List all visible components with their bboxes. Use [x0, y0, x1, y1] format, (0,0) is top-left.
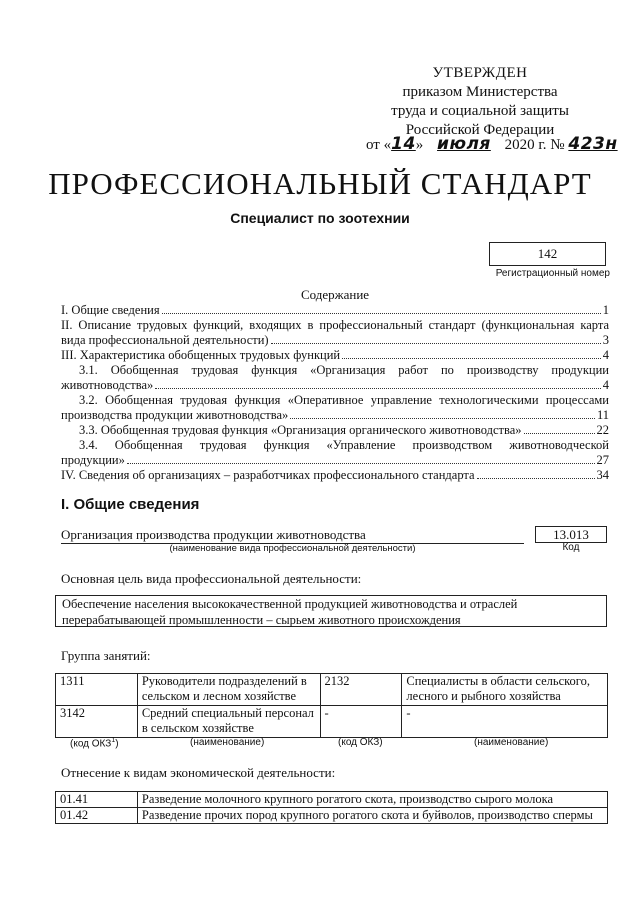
toc-item[interactable]: 3.3. Обобщенная трудовая функция «Организация органического животноводства» 22: [79, 423, 609, 437]
okz-name-cell: -: [402, 706, 608, 738]
approval-line-3: труда и социальной защиты: [391, 103, 569, 119]
activity-code-caption: Код: [562, 542, 580, 553]
toc-item[interactable]: 3.1. Обобщенная трудовая функция «Организация работ по производству продукции животноводства» 4: [61, 363, 609, 392]
goal-box: [55, 595, 607, 627]
approval-order-line: [366, 134, 618, 154]
handwritten-month: июля: [437, 134, 491, 154]
section-1-heading: I. Общие сведения: [61, 496, 200, 513]
activity-code-box: 13.013: [535, 526, 607, 543]
toc-item[interactable]: 3.4. Обобщенная трудовая функция «Управление производством животноводческой продукции» 27: [61, 438, 609, 467]
table-of-contents: [61, 303, 609, 483]
okz-name-cell: Специалисты в области сельского, лесного и рыбного хозяйства: [402, 674, 608, 706]
table-row: [56, 706, 608, 738]
date-mid: »: [415, 137, 428, 153]
approval-line-4: Российской Федерации: [405, 122, 555, 138]
registration-number-box: 142: [489, 242, 606, 266]
okved-name-cell: Разведение молочного крупного рогатого скота, производство сырого молока: [137, 792, 607, 808]
table-row: [56, 674, 608, 706]
toc-item[interactable]: II. Описание трудовых функций, входящих в профессиональный стандарт (функциональная карта вида профессиональной деятельности) 3: [61, 318, 609, 347]
okz-code-caption: (код ОКЗ$^1$): [70, 737, 119, 750]
okz-code-caption-2: (код ОКЗ): [338, 737, 383, 748]
okz-name-cell: Руководители подразделений в сельском и лесном хозяйстве: [137, 674, 320, 706]
toc-item[interactable]: IV. Сведения об организациях – разработчиках профессионального стандарта 34: [61, 468, 609, 482]
goal-label: Основная цель вида профессиональной деятельности:: [61, 571, 362, 586]
occupation-group-table: [55, 673, 608, 738]
toc-item[interactable]: 3.2. Обобщенная трудовая функция «Оперативное управление технологическими процессами производства продукции животноводства» 11: [61, 393, 609, 422]
okz-code-cell: 3142: [56, 706, 138, 738]
document-title: ПРОФЕССИОНАЛЬНЫЙ СТАНДАРТ: [48, 166, 592, 201]
okved-name-cell: Разведение прочих пород крупного рогатого скота и буйволов, производство спермы: [137, 808, 607, 824]
registration-number-label: Регистрационный номер: [495, 268, 610, 279]
handwritten-order-number: 423н: [568, 134, 618, 154]
okz-code-cell: 2132: [320, 674, 402, 706]
okz-name-cell: Средний специальный персонал в сельском хозяйстве: [137, 706, 320, 738]
goal-line-1: Обеспечение населения высококачественной продукцией животноводства и отраслей: [62, 597, 518, 611]
okved-code-cell: 01.42: [56, 808, 138, 824]
toc-item[interactable]: III. Характеристика обобщенных трудовых функций 4: [61, 348, 609, 362]
goal-line-2: перерабатывающей промышленности – сырьем животного происхождения: [62, 613, 461, 627]
okz-name-caption-2: (наименование): [474, 737, 549, 748]
approval-line-1: УТВЕРЖДЕН: [432, 65, 528, 81]
okved-code-cell: 01.41: [56, 792, 138, 808]
year-part: 2020 г. №: [500, 137, 569, 153]
okved-table: [55, 791, 608, 824]
toc-item[interactable]: I. Общие сведения 1: [61, 303, 609, 317]
activity-area-name: Организация производства продукции животноводства: [61, 527, 524, 544]
toc-title: Содержание: [300, 287, 370, 302]
okz-code-cell: -: [320, 706, 402, 738]
handwritten-day: 14: [391, 134, 416, 154]
okz-code-cell: 1311: [56, 674, 138, 706]
activity-area-caption: (наименование вида профессиональной деятельности): [169, 543, 416, 554]
okved-label: Отнесение к видам экономической деятельности:: [61, 765, 336, 780]
approval-block: [360, 64, 600, 140]
document-subtitle: Специалист по зоотехнии: [230, 210, 410, 226]
okz-name-caption: (наименование): [190, 737, 265, 748]
approval-line-2: приказом Министерства: [402, 84, 558, 100]
date-prefix: от «: [366, 137, 392, 153]
table-row: [56, 808, 608, 824]
table-row: [56, 792, 608, 808]
occupation-group-label: Группа занятий:: [61, 648, 151, 663]
